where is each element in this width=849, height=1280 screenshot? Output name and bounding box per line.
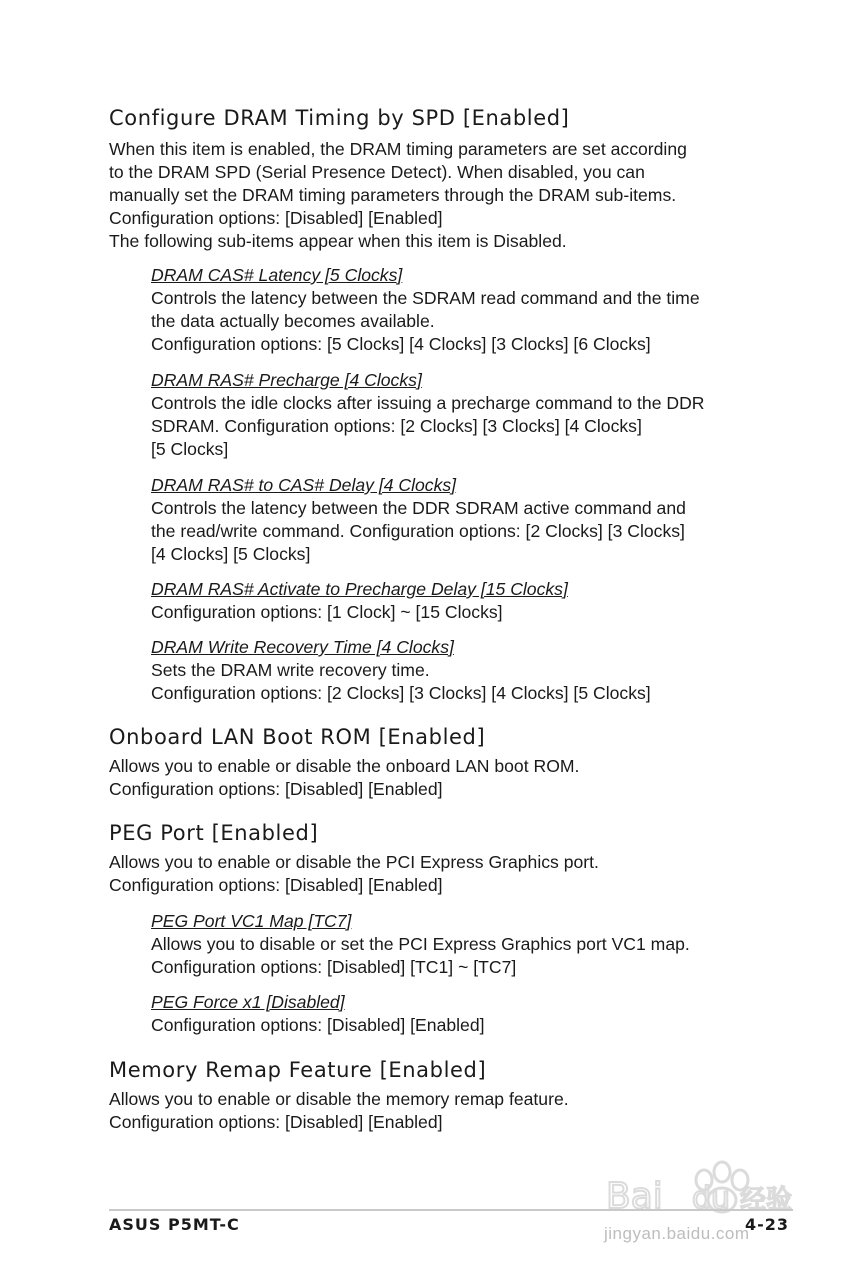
paragraph-line: Controls the latency between the SDRAM read command and the time [151,288,700,308]
paragraph-line: the data actually becomes available. [151,311,435,331]
paragraph-line: Controls the latency between the DDR SDRAM active command and [151,498,686,518]
paragraph-line: Configuration options: [Disabled] [Enabled] [109,779,443,799]
paragraph-line: Configuration options: [Disabled] [Enabled] [151,1015,485,1035]
subitem-title: DRAM CAS# Latency [5 Clocks] [151,265,403,285]
subitem-title: PEG Port VC1 Map [TC7] [151,911,352,931]
subitem-title: DRAM RAS# to CAS# Delay [4 Clocks] [151,475,457,495]
subitem-ras-precharge [151,369,791,461]
paragraph-line: to the DRAM SPD (Serial Presence Detect). When disabled, you can [109,162,645,182]
paragraph-line: Sets the DRAM write recovery time. [151,660,430,680]
paragraph-line: the read/write command. Configuration options: [2 Clocks] [3 Clocks] [151,521,685,541]
svg-text:du: du [692,1181,731,1216]
subitem-ras-activate [151,578,791,624]
paragraph-line: Configuration options: [Disabled] [TC1] ~ [TC7] [151,957,517,977]
paragraph-line: Configuration options: [Disabled] [Enabled] [109,1112,443,1132]
paragraph-line: Configuration options: [5 Clocks] [4 Clocks] [3 Clocks] [6 Clocks] [151,334,651,354]
section-dram-timing [109,104,789,253]
paragraph-line: Allows you to enable or disable the memory remap feature. [109,1089,569,1109]
section-lan-boot-rom [109,723,789,801]
paragraph-line: [5 Clocks] [151,439,229,459]
subitem-title: DRAM RAS# Activate to Precharge Delay [15 Clocks] [151,579,568,599]
paragraph-line: [4 Clocks] [5 Clocks] [151,544,311,564]
paragraph-line: Controls the idle clocks after issuing a precharge command to the DDR [151,393,705,413]
subitem-cas-latency [151,264,791,356]
watermark-url: jingyan.baidu.com [604,1224,750,1243]
section-title: Memory Remap Feature [Enabled] [109,1058,487,1082]
paragraph-line: Allows you to enable or disable the PCI Express Graphics port. [109,852,599,872]
section-title: PEG Port [Enabled] [109,821,319,845]
paragraph-line: SDRAM. Configuration options: [2 Clocks] [3 Clocks] [4 Clocks] [151,416,642,436]
paragraph-line: Configuration options: [Disabled] [Enabled] [109,875,443,895]
subitem-peg-vc1-map [151,910,791,979]
section-title: Configure DRAM Timing by SPD [Enabled] [109,106,570,130]
section-peg-port [109,819,789,897]
subitem-title: DRAM RAS# Precharge [4 Clocks] [151,370,422,390]
section-memory-remap [109,1056,789,1134]
svg-text:经验: 经验 [740,1185,793,1215]
subitem-title: PEG Force x1 [Disabled] [151,992,345,1012]
footer-product-name: ASUS P5MT-C [109,1215,240,1234]
paragraph-line: Configuration options: [2 Clocks] [3 Clocks] [4 Clocks] [5 Clocks] [151,683,651,703]
paragraph-line: When this item is enabled, the DRAM timing parameters are set according [109,139,687,159]
subitem-write-recovery [151,636,791,705]
subitem-peg-force-x1 [151,991,791,1037]
paragraph-line: manually set the DRAM timing parameters through the DRAM sub-items. [109,185,677,205]
paragraph-line: Allows you to disable or set the PCI Express Graphics port VC1 map. [151,934,690,954]
footer-divider [109,1209,793,1211]
paragraph-line: Configuration options: [1 Clock] ~ [15 Clocks] [151,602,503,622]
paragraph-line: Configuration options: [Disabled] [Enabled] [109,208,443,228]
footer-page-number: 4-23 [744,1215,789,1234]
paragraph-line: The following sub-items appear when this item is Disabled. [109,231,567,251]
svg-text:Bai: Bai [606,1176,663,1217]
subitem-title: DRAM Write Recovery Time [4 Clocks] [151,637,454,657]
paragraph-line: Allows you to enable or disable the onboard LAN boot ROM. [109,756,580,776]
subitem-ras-to-cas [151,474,791,566]
section-title: Onboard LAN Boot ROM [Enabled] [109,725,486,749]
